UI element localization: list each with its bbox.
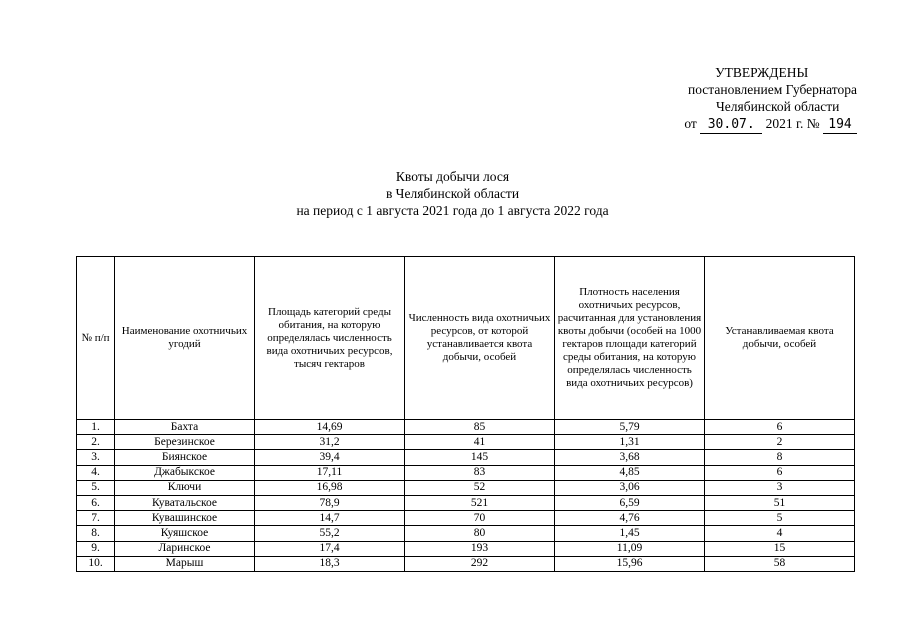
cell-number: 7. — [77, 511, 115, 526]
table-row — [77, 526, 855, 541]
approval-number: 194 — [823, 116, 857, 134]
cell-number: 6. — [77, 495, 115, 510]
header-quota: Устанавливаемая квота добычи, особей — [705, 257, 855, 420]
table-row — [77, 420, 855, 435]
cell-number: 4. — [77, 465, 115, 480]
approval-region: Челябинской области — [715, 99, 840, 114]
cell-quota: 8 — [705, 450, 855, 465]
header-hunting-ground: Наименование охотничьих угодий — [115, 257, 255, 420]
cell-area: 78,9 — [255, 495, 405, 510]
table-row — [77, 541, 855, 556]
cell-population: 41 — [405, 435, 555, 450]
approval-date-prefix: от — [684, 116, 697, 131]
approval-year-suffix: 2021 г. № — [765, 116, 820, 131]
header-number: № п/п — [77, 257, 115, 420]
cell-number: 1. — [77, 420, 115, 435]
header-density: Плотность населения охотничьих ресурсов, расчитанная для установления квоты добычи (особей на 1000 гектаров площади категорий среды обитания, на которую определялась численность вида охотничьих ресурсов) — [555, 257, 705, 420]
cell-quota: 51 — [705, 495, 855, 510]
cell-hunting-ground: Кувашинское — [115, 511, 255, 526]
cell-hunting-ground: Марыш — [115, 556, 255, 571]
cell-area: 14,7 — [255, 511, 405, 526]
cell-number: 5. — [77, 480, 115, 495]
cell-area: 17,11 — [255, 465, 405, 480]
cell-quota: 58 — [705, 556, 855, 571]
cell-density: 6,59 — [555, 495, 705, 510]
document-title-line-3: на период с 1 августа 2021 года до 1 августа 2022 года — [296, 203, 609, 218]
cell-area: 14,69 — [255, 420, 405, 435]
cell-hunting-ground: Ключи — [115, 480, 255, 495]
cell-density: 1,45 — [555, 526, 705, 541]
approval-issuer: постановлением Губернатора — [688, 82, 857, 97]
cell-quota: 6 — [705, 465, 855, 480]
cell-population: 80 — [405, 526, 555, 541]
cell-density: 5,79 — [555, 420, 705, 435]
table-row — [77, 435, 855, 450]
cell-number: 8. — [77, 526, 115, 541]
cell-number: 10. — [77, 556, 115, 571]
table-row — [77, 511, 855, 526]
cell-quota: 6 — [705, 420, 855, 435]
cell-area: 17,4 — [255, 541, 405, 556]
document-title-line-1: Квоты добычи лося — [395, 169, 510, 184]
cell-quota: 15 — [705, 541, 855, 556]
cell-quota: 5 — [705, 511, 855, 526]
cell-area: 16,98 — [255, 480, 405, 495]
approval-date-line — [684, 115, 857, 134]
cell-population: 83 — [405, 465, 555, 480]
cell-population: 52 — [405, 480, 555, 495]
cell-population: 85 — [405, 420, 555, 435]
cell-number: 9. — [77, 541, 115, 556]
cell-hunting-ground: Бахта — [115, 420, 255, 435]
table-body — [77, 420, 855, 572]
cell-hunting-ground: Биянское — [115, 450, 255, 465]
cell-population: 292 — [405, 556, 555, 571]
cell-area: 55,2 — [255, 526, 405, 541]
cell-area: 18,3 — [255, 556, 405, 571]
cell-hunting-ground: Ларинское — [115, 541, 255, 556]
table-row — [77, 556, 855, 571]
cell-density: 1,31 — [555, 435, 705, 450]
cell-quota: 2 — [705, 435, 855, 450]
cell-population: 70 — [405, 511, 555, 526]
cell-quota: 3 — [705, 480, 855, 495]
table-row — [77, 480, 855, 495]
cell-hunting-ground: Джабыкское — [115, 465, 255, 480]
cell-density: 4,76 — [555, 511, 705, 526]
header-population: Численность вида охотничьих ресурсов, от которой устанавливается квота добычи, особей — [405, 257, 555, 420]
cell-hunting-ground: Березинское — [115, 435, 255, 450]
document-title — [0, 168, 905, 219]
cell-number: 3. — [77, 450, 115, 465]
cell-density: 4,85 — [555, 465, 705, 480]
cell-density: 3,06 — [555, 480, 705, 495]
quota-table — [76, 256, 855, 572]
cell-number: 2. — [77, 435, 115, 450]
approval-title: УТВЕРЖДЕНЫ — [715, 65, 809, 80]
approval-block — [684, 64, 857, 134]
approval-date-value: 30.07. — [700, 116, 762, 134]
cell-hunting-ground: Куяшское — [115, 526, 255, 541]
cell-area: 31,2 — [255, 435, 405, 450]
header-area: Площадь категорий среды обитания, на которую определялась численность вида охотничьих ресурсов, тысяч гектаров — [255, 257, 405, 420]
table-row — [77, 495, 855, 510]
cell-density: 3,68 — [555, 450, 705, 465]
cell-density: 15,96 — [555, 556, 705, 571]
cell-hunting-ground: Куватальское — [115, 495, 255, 510]
table-row — [77, 450, 855, 465]
cell-population: 193 — [405, 541, 555, 556]
table-row — [77, 465, 855, 480]
cell-quota: 4 — [705, 526, 855, 541]
document-title-line-2: в Челябинской области — [385, 186, 520, 201]
cell-area: 39,4 — [255, 450, 405, 465]
cell-population: 521 — [405, 495, 555, 510]
cell-population: 145 — [405, 450, 555, 465]
cell-density: 11,09 — [555, 541, 705, 556]
table-header-row — [77, 257, 855, 420]
